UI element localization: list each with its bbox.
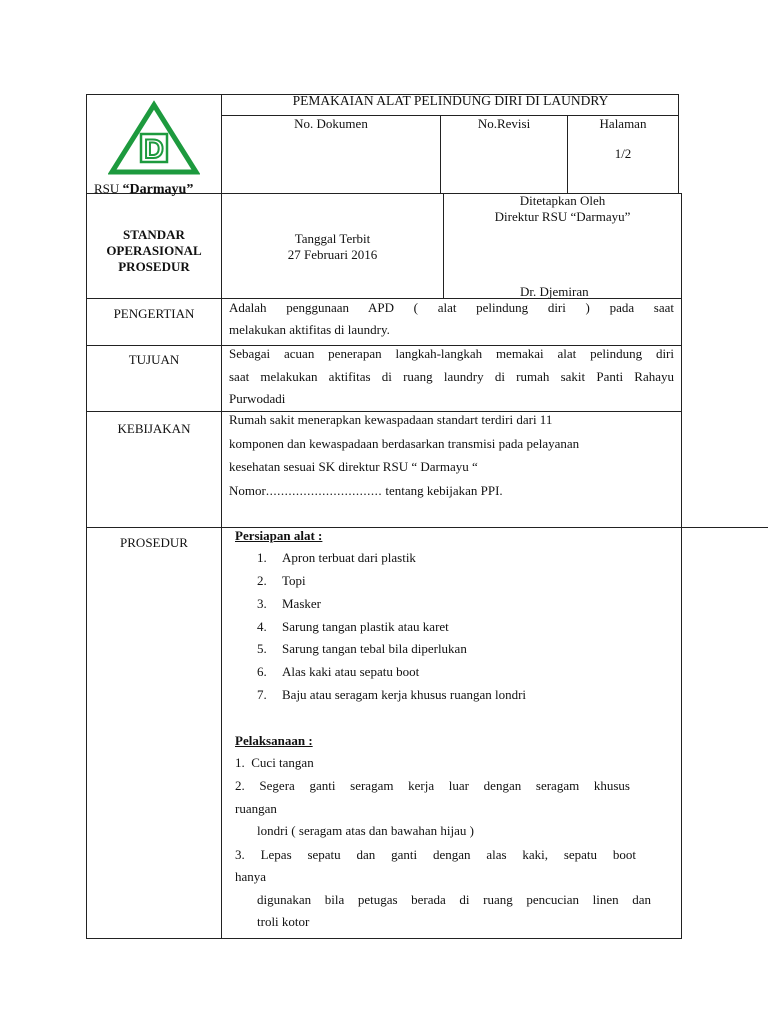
rsu-prefix: RSU [94, 181, 120, 196]
ditetapkan-label: Ditetapkan Oleh [519, 193, 606, 208]
sop-line-standar: STANDAR [123, 227, 185, 242]
pelaksanaan-step-2-line1: 2. Segera ganti seragam kerja luar dengan seragam khusus [235, 778, 630, 793]
rule-bottom [86, 938, 682, 939]
list-item: Alas kaki atau sepatu boot [282, 664, 420, 679]
sop-line-prosedur: PROSEDUR [118, 259, 190, 274]
halaman-label: Halaman [599, 116, 647, 131]
signer-name: Dr. Djemiran [520, 284, 589, 299]
hospital-name [94, 181, 193, 199]
pengertian-text-line2: melakukan aktifitas di laundry. [229, 322, 390, 337]
kebijakan-text-line4 [229, 483, 503, 499]
direktur-label: Direktur RSU “Darmayu” [494, 209, 631, 224]
pelaksanaan-step-3-line3: digunakan bila petugas berada di ruang pencucian linen dan [257, 892, 651, 907]
persiapan-title: Persiapan alat : [235, 528, 323, 543]
list-item: Masker [282, 596, 321, 611]
nomor-label: Nomor [229, 483, 266, 498]
list-item-num: 5. [257, 641, 267, 656]
list-item: Baju atau seragam kerja khusus ruangan londri [282, 687, 527, 702]
sop-line-operasional: OPERASIONAL [106, 243, 202, 258]
document-title: PEMAKAIAN ALAT PELINDUNG DIRI DI LAUNDRY [292, 93, 609, 108]
list-item: Apron terbuat dari plastik [282, 550, 416, 565]
tujuan-text-line3: Purwodadi [229, 391, 286, 406]
no-revisi-label: No.Revisi [477, 116, 531, 131]
nomor-suffix: tentang kebijakan PPI. [382, 483, 503, 498]
hospital-logo-icon [108, 100, 200, 176]
pelaksanaan-step-3-line1: 3. Lepas sepatu dan ganti dengan alas kaki, sepatu boot [235, 847, 636, 862]
list-item: Sarung tangan tebal bila diperlukan [282, 641, 467, 656]
prosedur-label: PROSEDUR [120, 535, 188, 550]
no-dokumen-label: No. Dokumen [294, 116, 368, 131]
pengertian-text-line1: Adalah penggunaan APD ( alat pelindung diri ) pada saat [229, 300, 674, 315]
list-item-num: 3. [257, 596, 267, 611]
halaman-value: 1/2 [614, 146, 632, 161]
svg-text:D: D [144, 134, 164, 164]
list-item-num: 4. [257, 619, 267, 634]
kebijakan-text-line2: komponen dan kewaspadaan berdasarkan transmisi pada pelayanan [229, 436, 580, 451]
pengertian-label: PENGERTIAN [113, 306, 195, 321]
rule-right-body [681, 193, 682, 939]
rule-left [86, 94, 87, 939]
pelaksanaan-step-2-line2: ruangan [235, 801, 277, 816]
pelaksanaan-step-3-line2: hanya [235, 869, 267, 884]
rule-kebijakan-bottom [86, 527, 768, 528]
list-item: Topi [282, 573, 306, 588]
pelaksanaan-title: Pelaksanaan : [235, 733, 313, 748]
kebijakan-text-line3: kesehatan sesuai SK direktur RSU “ Darmayu “ [229, 459, 478, 474]
list-item: Sarung tangan plastik atau karet [282, 619, 449, 634]
list-item-num: 1. [257, 550, 267, 565]
rsu-name: “Darmayu” [122, 182, 194, 197]
tanggal-terbit-label: Tanggal Terbit [294, 231, 371, 246]
list-item-num: 6. [257, 664, 267, 679]
pelaksanaan-step-3-line4: troli kotor [257, 914, 310, 929]
list-item-num: 2. [257, 573, 267, 588]
tujuan-text-line1: Sebagai acuan penerapan langkah-langkah memakai alat pelindung diri [229, 346, 674, 361]
rule-col-divider [221, 94, 222, 939]
tanggal-terbit-value: 27 Februari 2016 [287, 247, 378, 262]
kebijakan-label: KEBIJAKAN [117, 421, 191, 436]
kebijakan-text-line1: Rumah sakit menerapkan kewaspadaan standart terdiri dari 11 [229, 412, 553, 427]
rule-sop-bottom [86, 298, 682, 299]
list-item-num: 7. [257, 687, 267, 702]
pelaksanaan-step-2-line3: londri ( seragam atas dan bawahan hijau ) [257, 823, 474, 838]
nomor-dots: ............................... [265, 483, 383, 498]
pelaksanaan-step-1: 1. Cuci tangan [235, 755, 314, 770]
tujuan-label: TUJUAN [128, 352, 180, 367]
tujuan-text-line2: saat melakukan aktifitas di ruang laundry di rumah sakit Panti Rahayu [229, 369, 674, 384]
